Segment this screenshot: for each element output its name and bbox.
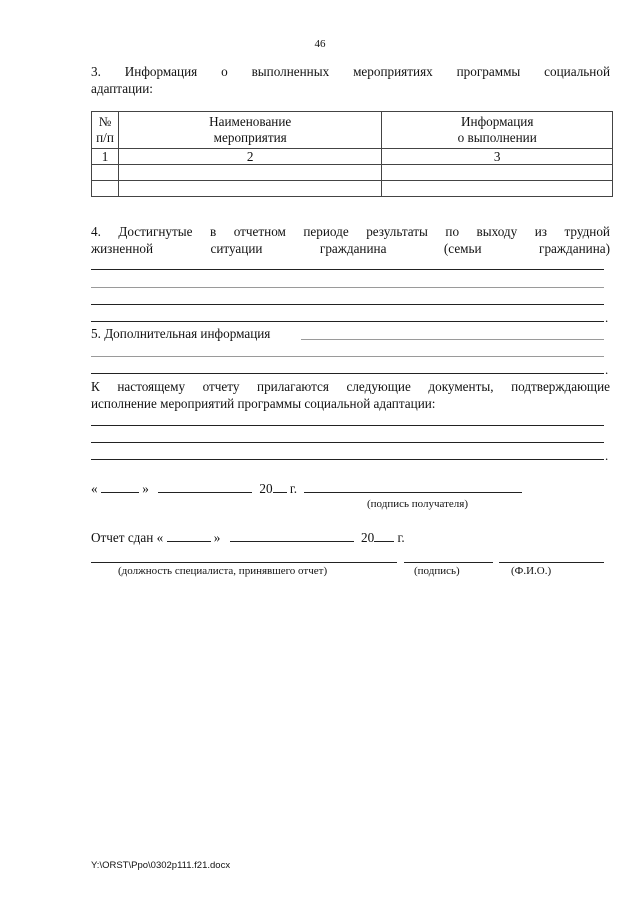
submitted-day-field[interactable] — [167, 529, 211, 542]
section4-line2: жизненной ситуации гражданина (семьи гражданина) — [91, 241, 610, 256]
table-cell — [118, 165, 381, 181]
attachments-fill-line — [91, 425, 604, 426]
section4-fill-line — [91, 304, 604, 305]
section5-fill-line — [91, 356, 604, 357]
section5-label: 5. Дополнительная информация — [91, 326, 271, 341]
section4-fill-line — [91, 269, 604, 270]
table-cell — [382, 181, 613, 197]
section4-fill-line — [91, 321, 604, 322]
specialist-name-field[interactable] — [499, 562, 604, 563]
table-row — [92, 181, 613, 197]
section4-line1: 4. Достигнутые в отчетном периоде результаты по выходу из трудной — [91, 224, 610, 239]
signature-date-line — [91, 480, 522, 497]
section3-heading-line2: адаптации: — [91, 81, 153, 96]
section3-heading-line1: 3. Информация о выполненных мероприятиях программы социальной — [91, 64, 610, 79]
column-number-2: 2 — [118, 149, 381, 165]
section4-end-dot: . — [605, 310, 609, 325]
section4-fill-line — [91, 287, 604, 288]
open-quote: « — [91, 481, 98, 496]
report-submitted-label: Отчет сдан « — [91, 530, 164, 545]
section5-fill-line — [301, 339, 604, 340]
attachments-fill-line — [91, 459, 604, 460]
specialist-position-field[interactable] — [91, 562, 397, 563]
submitted-close-quote: » — [213, 530, 221, 545]
submitted-year-prefix: 20 — [360, 530, 375, 545]
table-cell — [118, 181, 381, 197]
page-number: 46 — [314, 38, 326, 50]
month-field[interactable] — [158, 480, 252, 493]
column-number-1: 1 — [92, 149, 119, 165]
section5-end-dot: . — [605, 362, 609, 377]
day-field[interactable] — [101, 480, 139, 493]
events-table-header-row — [92, 112, 613, 149]
specialist-name-caption: (Ф.И.О.) — [511, 565, 552, 577]
year-prefix: 20 — [259, 481, 273, 496]
events-table — [91, 111, 613, 197]
header-event-name-line1: Наименование — [209, 114, 292, 129]
attachments-line2: исполнение мероприятий программы социальной адаптации: — [91, 396, 436, 411]
header-completion-info-line2: о выполнении — [457, 130, 537, 145]
table-cell — [92, 181, 119, 197]
year-suffix: г. — [289, 481, 298, 496]
header-number-line1: № — [98, 114, 112, 129]
header-event-name — [118, 112, 381, 149]
header-completion-info — [382, 112, 613, 149]
submitted-year-suffix: г. — [397, 530, 405, 545]
footer-file-path: Y:\ORST\Ppo\0302p111.f21.docx — [91, 860, 231, 871]
submitted-month-field[interactable] — [230, 529, 354, 542]
specialist-position-caption: (должность специалиста, принявшего отчет) — [118, 565, 328, 577]
attachments-end-dot: . — [605, 448, 609, 463]
table-cell — [382, 165, 613, 181]
specialist-signature-caption: (подпись) — [414, 565, 460, 577]
column-number-3: 3 — [382, 149, 613, 165]
year-field[interactable] — [273, 480, 287, 493]
table-row — [92, 165, 613, 181]
recipient-signature-caption: (подпись получателя) — [367, 498, 469, 510]
header-completion-info-line1: Информация — [461, 114, 534, 129]
events-table-column-numbers-row — [92, 149, 613, 165]
submitted-year-field[interactable] — [374, 529, 394, 542]
close-quote: » — [142, 481, 149, 496]
report-submitted-line — [91, 529, 405, 546]
attachments-fill-line — [91, 442, 604, 443]
specialist-signature-field[interactable] — [404, 562, 493, 563]
header-number — [92, 112, 119, 149]
header-event-name-line2: мероприятия — [213, 130, 287, 145]
header-number-line2: п/п — [96, 130, 114, 145]
section5-fill-line — [91, 373, 604, 374]
table-cell — [92, 165, 119, 181]
recipient-signature-field[interactable] — [304, 480, 522, 493]
attachments-line1: К настоящему отчету прилагаются следующие документы, подтверждающие — [91, 379, 610, 394]
